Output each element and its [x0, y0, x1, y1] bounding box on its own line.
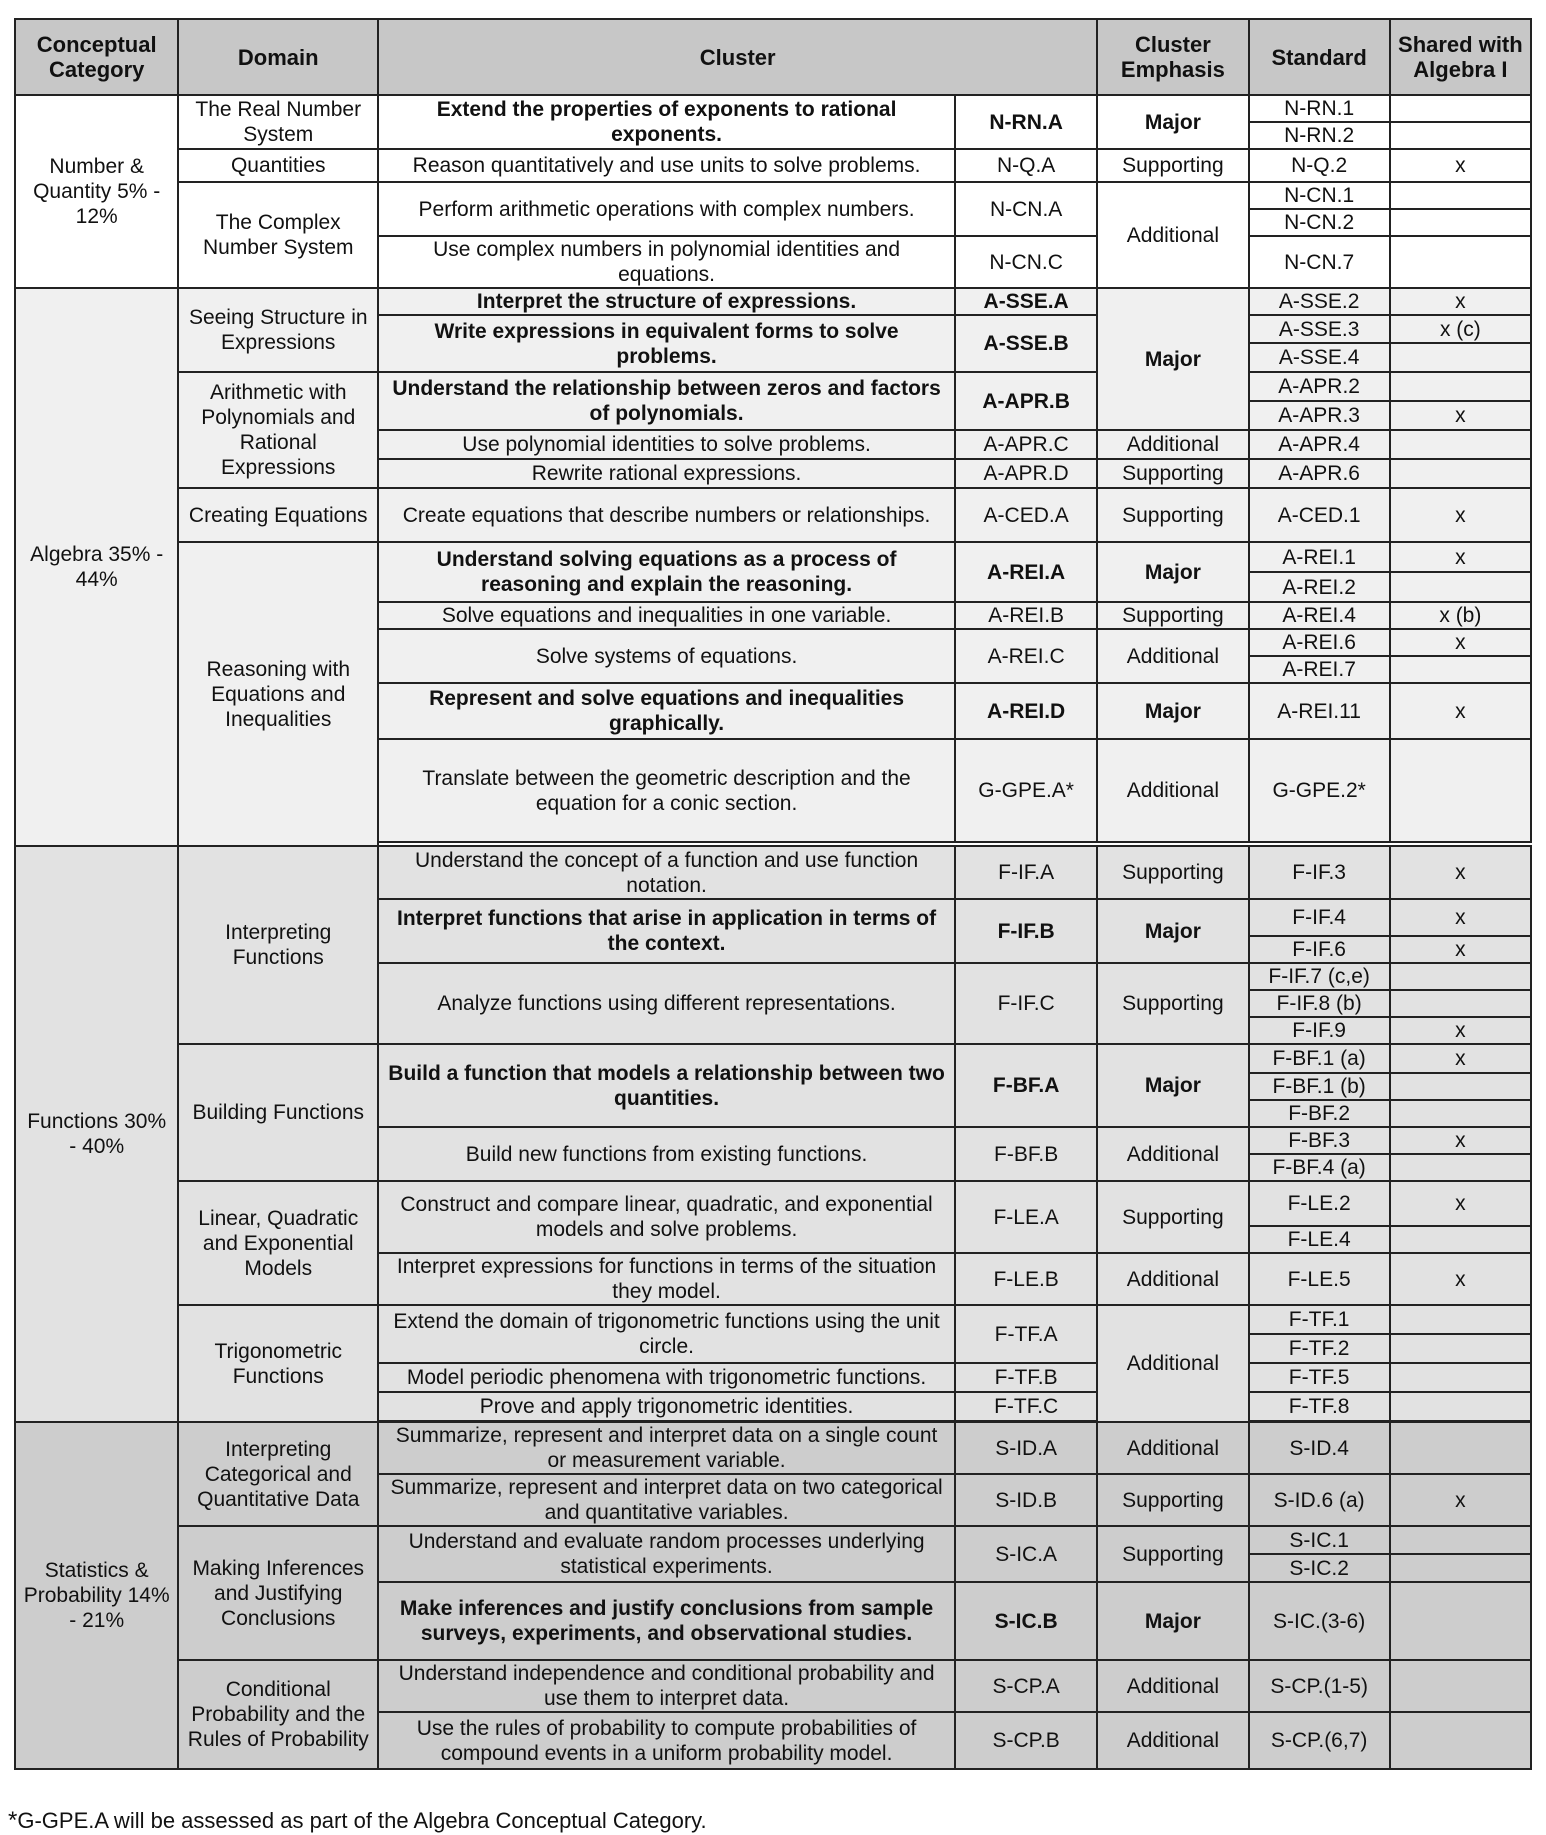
shared-cell: x (c) — [1390, 315, 1531, 343]
shared-cell: x — [1390, 1127, 1531, 1154]
cluster-cell: Translate between the geometric description and the equation for a conic section. — [378, 739, 955, 842]
cluster-code: F-IF.B — [955, 899, 1097, 963]
cluster-cell: Perform arithmetic operations with complex numbers. — [378, 182, 955, 236]
cluster-code: F-BF.A — [955, 1044, 1097, 1127]
standard-cell: F-TF.2 — [1249, 1334, 1390, 1363]
shared-cell — [1390, 1554, 1531, 1582]
cluster-code: S-IC.B — [955, 1582, 1097, 1660]
shared-cell — [1390, 1073, 1531, 1100]
shared-cell — [1390, 990, 1531, 1017]
cluster-cell: Represent and solve equations and inequalities graphically. — [378, 683, 955, 739]
cluster-cell: Understand the relationship between zeros and factors of polynomials. — [378, 372, 955, 430]
shared-cell — [1390, 1526, 1531, 1554]
standard-cell: S-CP.(6,7) — [1249, 1712, 1390, 1769]
standard-cell: A-REI.6 — [1249, 629, 1390, 656]
shared-cell — [1390, 209, 1531, 236]
cluster-code: F-TF.C — [955, 1392, 1097, 1421]
standard-cell: F-BF.4 (a) — [1249, 1154, 1390, 1181]
shared-cell: x — [1390, 488, 1531, 542]
emphasis-cell: Supporting — [1097, 963, 1248, 1044]
cluster-cell: Interpret the structure of expressions. — [378, 288, 955, 315]
shared-cell — [1390, 182, 1531, 209]
standard-cell: A-REI.1 — [1249, 542, 1390, 572]
cluster-code: N-RN.A — [955, 95, 1097, 149]
standard-cell: S-ID.4 — [1249, 1422, 1390, 1474]
shared-cell: x (b) — [1390, 602, 1531, 629]
standards-table — [14, 18, 1532, 1770]
shared-cell — [1390, 1392, 1531, 1421]
shared-cell: x — [1390, 629, 1531, 656]
shared-cell — [1390, 430, 1531, 459]
standard-cell: F-TF.1 — [1249, 1305, 1390, 1334]
cluster-code: A-SSE.A — [955, 288, 1097, 315]
shared-cell — [1390, 1305, 1531, 1334]
standard-cell: S-ID.6 (a) — [1249, 1474, 1390, 1526]
standard-cell: F-TF.8 — [1249, 1392, 1390, 1421]
footnote-star: * — [8, 1807, 18, 1834]
cluster-code: A-REI.A — [955, 542, 1097, 602]
standard-cell: A-CED.1 — [1249, 488, 1390, 542]
cluster-cell: Extend the properties of exponents to rational exponents. — [378, 95, 955, 149]
shared-cell — [1390, 1154, 1531, 1181]
cluster-cell: Understand the concept of a function and use function notation. — [378, 846, 955, 899]
standard-cell: F-IF.6 — [1249, 936, 1390, 963]
emphasis-cell: Supporting — [1097, 1474, 1248, 1526]
cluster-code: S-ID.B — [955, 1474, 1097, 1526]
standard-cell: A-REI.2 — [1249, 572, 1390, 602]
standard-cell: N-Q.2 — [1249, 149, 1390, 182]
domain-cell: The Complex Number System — [178, 182, 378, 288]
cluster-code: A-APR.D — [955, 459, 1097, 488]
cluster-cell: Analyze functions using different representations. — [378, 963, 955, 1044]
shared-cell: x — [1390, 1253, 1531, 1305]
header-shared: Shared with Algebra I — [1390, 19, 1531, 95]
section-functions — [15, 846, 1531, 1422]
cluster-cell: Create equations that describe numbers or relationships. — [378, 488, 955, 542]
emphasis-cell: Supporting — [1097, 149, 1248, 182]
cluster-code: A-REI.D — [955, 683, 1097, 739]
emphasis-cell: Supporting — [1097, 846, 1248, 899]
header-standard: Standard — [1249, 19, 1390, 95]
emphasis-cell: Major — [1097, 683, 1248, 739]
footnote — [8, 1808, 707, 1834]
emphasis-cell: Supporting — [1097, 602, 1248, 629]
domain-cell: Interpreting Categorical and Quantitative Data — [178, 1422, 378, 1526]
cluster-code: F-BF.B — [955, 1127, 1097, 1181]
cluster-cell: Use polynomial identities to solve problems. — [378, 430, 955, 459]
standard-cell: F-BF.2 — [1249, 1100, 1390, 1127]
standard-cell: F-IF.9 — [1249, 1017, 1390, 1044]
cluster-code: A-CED.A — [955, 488, 1097, 542]
cluster-code: F-TF.B — [955, 1363, 1097, 1392]
shared-cell: x — [1390, 1181, 1531, 1226]
emphasis-cell: Additional — [1097, 1422, 1248, 1474]
cluster-code: N-CN.C — [955, 236, 1097, 288]
shared-cell — [1390, 372, 1531, 401]
shared-cell: x — [1390, 1017, 1531, 1044]
shared-cell — [1390, 1100, 1531, 1127]
emphasis-cell: Supporting — [1097, 459, 1248, 488]
section-statistics-probability — [15, 1422, 1531, 1769]
shared-cell: x — [1390, 683, 1531, 739]
section-number-quantity — [15, 95, 1531, 288]
shared-cell — [1390, 122, 1531, 149]
shared-cell: x — [1390, 1474, 1531, 1526]
cluster-cell: Build a function that models a relationship between two quantities. — [378, 1044, 955, 1127]
cluster-code: F-LE.A — [955, 1181, 1097, 1253]
emphasis-cell: Major — [1097, 1044, 1248, 1127]
standard-cell: F-LE.4 — [1249, 1226, 1390, 1253]
standard-cell: F-IF.7 (c,e) — [1249, 963, 1390, 990]
standard-cell: F-IF.3 — [1249, 846, 1390, 899]
cluster-cell: Understand solving equations as a process of reasoning and explain the reasoning. — [378, 542, 955, 602]
emphasis-cell: Additional — [1097, 1660, 1248, 1712]
cluster-code: F-TF.A — [955, 1305, 1097, 1363]
standard-cell: F-BF.1 (b) — [1249, 1073, 1390, 1100]
section-algebra — [15, 288, 1531, 846]
standard-cell: N-CN.2 — [1249, 209, 1390, 236]
standard-cell: S-IC.2 — [1249, 1554, 1390, 1582]
standard-cell: N-RN.1 — [1249, 95, 1390, 122]
emphasis-cell: Major — [1097, 542, 1248, 602]
emphasis-cell: Major — [1097, 899, 1248, 963]
domain-cell: Trigonometric Functions — [178, 1305, 378, 1422]
cluster-code: G-GPE.A* — [955, 739, 1097, 842]
standard-cell: F-IF.4 — [1249, 899, 1390, 936]
emphasis-cell: Major — [1097, 288, 1248, 430]
cluster-code: S-ID.A — [955, 1422, 1097, 1474]
emphasis-cell: Supporting — [1097, 1526, 1248, 1582]
header-emphasis: Cluster Emphasis — [1097, 19, 1248, 95]
domain-cell: Arithmetic with Polynomials and Rational Expressions — [178, 372, 378, 488]
standard-cell: F-TF.5 — [1249, 1363, 1390, 1392]
cluster-cell: Extend the domain of trigonometric functions using the unit circle. — [378, 1305, 955, 1363]
standard-cell: A-SSE.3 — [1249, 315, 1390, 343]
cluster-cell: Understand independence and conditional probability and use them to interpret data. — [378, 1660, 955, 1712]
standard-cell: N-CN.7 — [1249, 236, 1390, 288]
header-domain: Domain — [178, 19, 378, 95]
standards-sheet — [14, 18, 1532, 1770]
shared-cell — [1390, 1334, 1531, 1363]
emphasis-cell: Additional — [1097, 1305, 1248, 1422]
shared-cell: x — [1390, 401, 1531, 430]
domain-cell: Creating Equations — [178, 488, 378, 542]
standard-cell: A-REI.11 — [1249, 683, 1390, 739]
emphasis-cell: Additional — [1097, 1712, 1248, 1769]
cluster-code: A-REI.C — [955, 629, 1097, 683]
cluster-code: S-CP.B — [955, 1712, 1097, 1769]
standard-cell: F-LE.5 — [1249, 1253, 1390, 1305]
cluster-cell: Interpret expressions for functions in terms of the situation they model. — [378, 1253, 955, 1305]
cluster-cell: Rewrite rational expressions. — [378, 459, 955, 488]
standard-cell: F-IF.8 (b) — [1249, 990, 1390, 1017]
domain-cell: Linear, Quadratic and Exponential Models — [178, 1181, 378, 1305]
cluster-cell: Make inferences and justify conclusions from sample surveys, experiments, and observational studies. — [378, 1582, 955, 1660]
cluster-cell: Reason quantitatively and use units to solve problems. — [378, 149, 955, 182]
standard-cell: A-APR.4 — [1249, 430, 1390, 459]
emphasis-cell: Additional — [1097, 1253, 1248, 1305]
cluster-cell: Understand and evaluate random processes underlying statistical experiments. — [378, 1526, 955, 1582]
shared-cell — [1390, 963, 1531, 990]
emphasis-cell: Supporting — [1097, 1181, 1248, 1253]
shared-cell — [1390, 95, 1531, 122]
domain-cell: Reasoning with Equations and Inequalities — [178, 542, 378, 846]
shared-cell: x — [1390, 149, 1531, 182]
shared-cell — [1390, 1363, 1531, 1392]
domain-cell: The Real Number System — [178, 95, 378, 149]
shared-cell — [1390, 343, 1531, 372]
shared-cell — [1390, 1226, 1531, 1253]
category-cell: Algebra 35% - 44% — [15, 288, 178, 846]
emphasis-cell: Additional — [1097, 182, 1248, 288]
domain-cell: Building Functions — [178, 1044, 378, 1181]
standard-cell: A-APR.6 — [1249, 459, 1390, 488]
shared-cell — [1390, 656, 1531, 683]
standard-cell: N-RN.2 — [1249, 122, 1390, 149]
standard-cell: G-GPE.2* — [1249, 739, 1390, 842]
standard-cell: A-SSE.2 — [1249, 288, 1390, 315]
cluster-cell: Prove and apply trigonometric identities. — [378, 1392, 955, 1421]
cluster-code: A-APR.B — [955, 372, 1097, 430]
cluster-cell: Use complex numbers in polynomial identities and equations. — [378, 236, 955, 288]
emphasis-cell: Additional — [1097, 629, 1248, 683]
emphasis-cell: Supporting — [1097, 488, 1248, 542]
emphasis-cell: Additional — [1097, 1127, 1248, 1181]
emphasis-cell: Additional — [1097, 739, 1248, 842]
domain-cell: Conditional Probability and the Rules of Probability — [178, 1660, 378, 1769]
shared-cell — [1390, 236, 1531, 288]
domain-cell: Quantities — [178, 149, 378, 182]
cluster-code: A-SSE.B — [955, 315, 1097, 372]
standard-cell: S-IC.(3-6) — [1249, 1582, 1390, 1660]
header-cluster: Cluster — [378, 19, 1097, 95]
cluster-cell: Model periodic phenomena with trigonometric functions. — [378, 1363, 955, 1392]
category-cell: Statistics & Probability 14% - 21% — [15, 1422, 178, 1769]
shared-cell — [1390, 1422, 1531, 1474]
shared-cell: x — [1390, 288, 1531, 315]
domain-cell: Making Inferences and Justifying Conclusions — [178, 1526, 378, 1660]
emphasis-cell: Major — [1097, 95, 1248, 149]
shared-cell: x — [1390, 1044, 1531, 1073]
cluster-cell: Build new functions from existing functions. — [378, 1127, 955, 1181]
shared-cell — [1390, 572, 1531, 602]
standard-cell: S-IC.1 — [1249, 1526, 1390, 1554]
shared-cell: x — [1390, 846, 1531, 899]
shared-cell — [1390, 459, 1531, 488]
shared-cell: x — [1390, 936, 1531, 963]
shared-cell: x — [1390, 899, 1531, 936]
cluster-cell: Summarize, represent and interpret data on a single count or measurement variable. — [378, 1422, 955, 1474]
cluster-code: A-APR.C — [955, 430, 1097, 459]
cluster-code: S-IC.A — [955, 1526, 1097, 1582]
cluster-cell: Solve systems of equations. — [378, 629, 955, 683]
cluster-code: F-IF.A — [955, 846, 1097, 899]
cluster-code: A-REI.B — [955, 602, 1097, 629]
cluster-cell: Construct and compare linear, quadratic, and exponential models and solve problems. — [378, 1181, 955, 1253]
emphasis-cell: Major — [1097, 1582, 1248, 1660]
cluster-cell: Use the rules of probability to compute probabilities of compound events in a uniform probability model. — [378, 1712, 955, 1769]
domain-cell: Seeing Structure in Expressions — [178, 288, 378, 372]
standard-cell: F-LE.2 — [1249, 1181, 1390, 1226]
cluster-code: N-Q.A — [955, 149, 1097, 182]
emphasis-cell: Additional — [1097, 430, 1248, 459]
category-cell: Number & Quantity 5% - 12% — [15, 95, 178, 288]
standard-cell: A-APR.2 — [1249, 372, 1390, 401]
cluster-cell: Solve equations and inequalities in one variable. — [378, 602, 955, 629]
standard-cell: A-APR.3 — [1249, 401, 1390, 430]
cluster-code: F-LE.B — [955, 1253, 1097, 1305]
category-cell: Functions 30% - 40% — [15, 846, 178, 1422]
standard-cell: S-CP.(1-5) — [1249, 1660, 1390, 1712]
cluster-cell: Summarize, represent and interpret data on two categorical and quantitative variables. — [378, 1474, 955, 1526]
standard-cell: F-BF.1 (a) — [1249, 1044, 1390, 1073]
cluster-cell: Interpret functions that arise in application in terms of the context. — [378, 899, 955, 963]
cluster-cell: Write expressions in equivalent forms to solve problems. — [378, 315, 955, 372]
standard-cell: A-REI.4 — [1249, 602, 1390, 629]
shared-cell — [1390, 739, 1531, 842]
domain-cell: Interpreting Functions — [178, 846, 378, 1044]
header-row — [15, 19, 1531, 95]
standard-cell: N-CN.1 — [1249, 182, 1390, 209]
shared-cell — [1390, 1582, 1531, 1660]
header-category: Conceptual Category — [15, 19, 178, 95]
standard-cell: A-REI.7 — [1249, 656, 1390, 683]
cluster-code: S-CP.A — [955, 1660, 1097, 1712]
cluster-code: N-CN.A — [955, 182, 1097, 236]
shared-cell — [1390, 1660, 1531, 1712]
shared-cell: x — [1390, 542, 1531, 572]
standard-cell: A-SSE.4 — [1249, 343, 1390, 372]
cluster-code: F-IF.C — [955, 963, 1097, 1044]
footnote-text: G-GPE.A will be assessed as part of the Algebra Conceptual Category. — [17, 1808, 707, 1833]
shared-cell — [1390, 1712, 1531, 1769]
standard-cell: F-BF.3 — [1249, 1127, 1390, 1154]
